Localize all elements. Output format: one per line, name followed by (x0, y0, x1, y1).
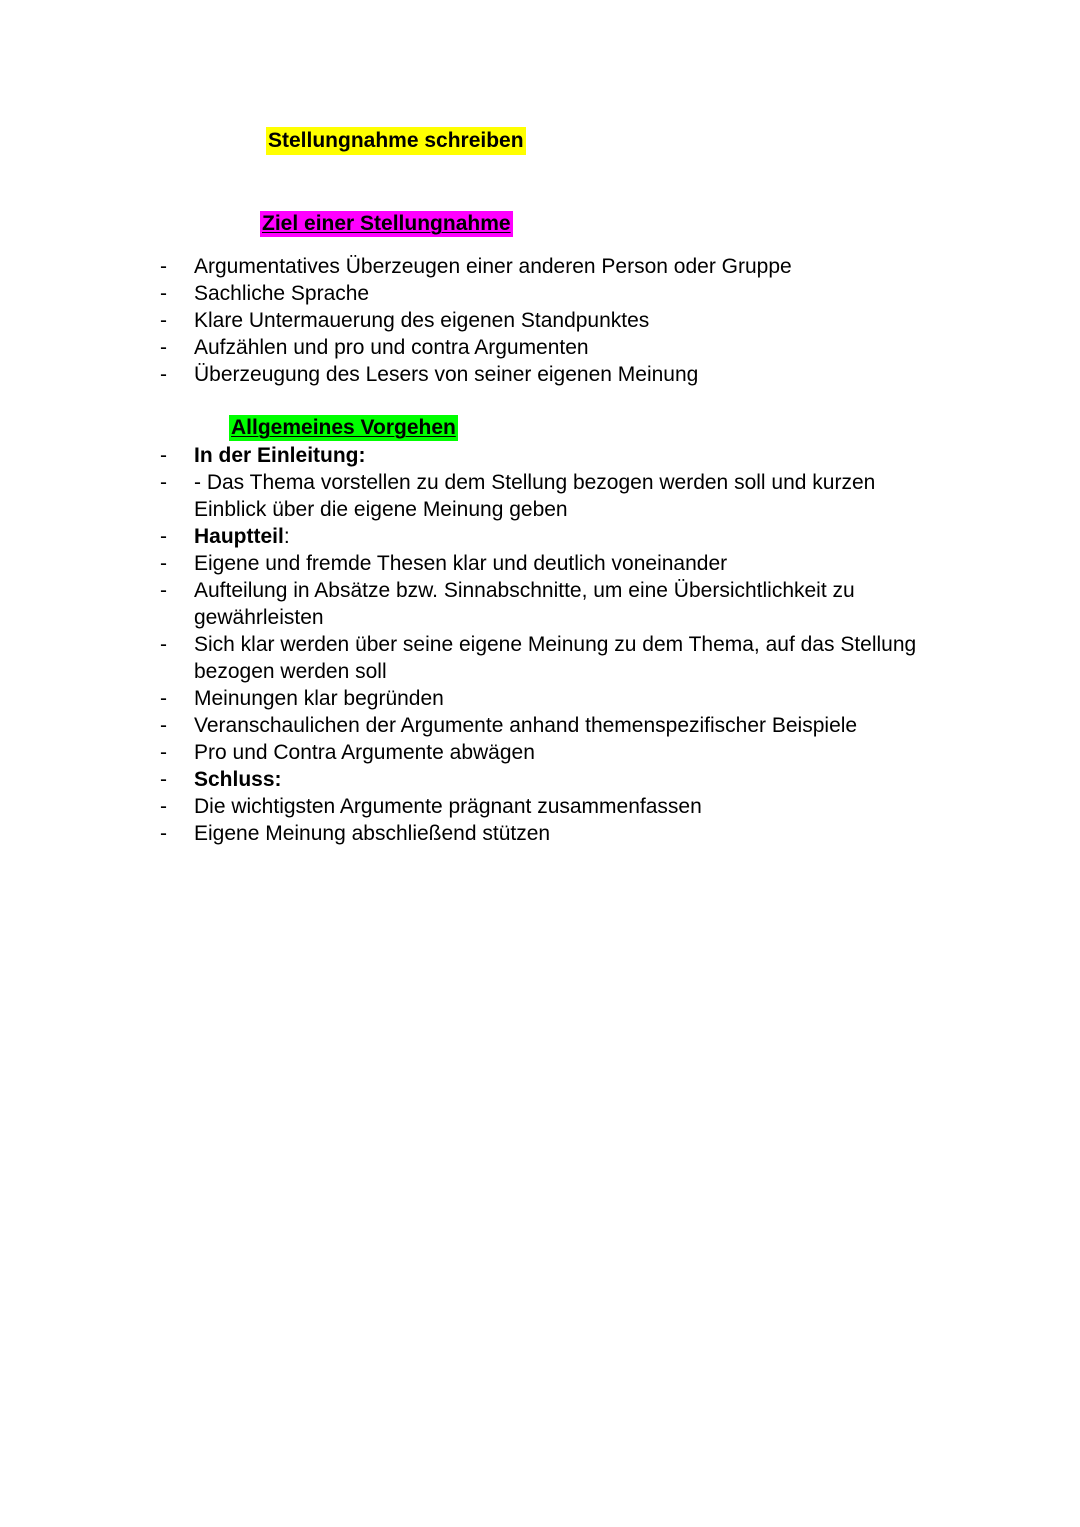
bullet-dash: - (160, 579, 167, 602)
list-item (0, 334, 1080, 361)
bullet-dash: - (160, 363, 167, 386)
list-item (0, 685, 1080, 712)
section-heading-ziel: Ziel einer Stellungnahme (262, 212, 511, 235)
bullet-dash: - (160, 687, 167, 710)
list-item (0, 361, 1080, 388)
list-item (0, 307, 1080, 334)
bullet-dash: - (160, 822, 167, 845)
list-item-text: Sich klar werden über seine eigene Meinung zu dem Thema, auf das Stellung bezogen werden soll (194, 633, 917, 683)
bullet-dash: - (160, 282, 167, 305)
bullet-dash: - (160, 795, 167, 818)
bullet-dash: - (160, 633, 167, 656)
subheading-hauptteil: Hauptteil (194, 525, 284, 548)
list-item (0, 523, 1080, 550)
bullet-dash: - (160, 444, 167, 467)
bullet-dash: - (160, 309, 167, 332)
list-item-text: - Das Thema vorstellen zu dem Stellung bezogen werden soll und kurzen Einblick über die eigene Meinung geben (194, 471, 876, 521)
list-item-text: Klare Untermauerung des eigenen Standpunktes (194, 309, 650, 332)
list-item (0, 442, 1080, 469)
subheading-schluss: Schluss: (194, 768, 282, 791)
list-item-text: Eigene Meinung abschließend stützen (194, 822, 551, 845)
list-item (0, 631, 1080, 685)
bullet-dash: - (160, 255, 167, 278)
list-item-text: Die wichtigsten Argumente prägnant zusammenfassen (194, 795, 702, 818)
bullet-dash: - (160, 768, 167, 791)
hauptteil-colon: : (283, 525, 290, 548)
list-item-text: Argumentatives Überzeugen einer anderen Person oder Gruppe (194, 255, 792, 278)
ziel-list (0, 253, 1080, 388)
list-item-text: Veranschaulichen der Argumente anhand themenspezifischer Beispiele (194, 714, 858, 737)
list-item-text: Aufzählen und pro und contra Argumenten (194, 336, 589, 359)
bullet-dash: - (160, 471, 167, 494)
vorgehen-list (0, 442, 1080, 847)
bullet-dash: - (160, 714, 167, 737)
document-title: Stellungnahme schreiben (266, 127, 526, 155)
list-item (0, 280, 1080, 307)
bullet-dash: - (160, 552, 167, 575)
subheading-einleitung: In der Einleitung: (194, 444, 366, 467)
list-item (0, 577, 1080, 631)
list-item (0, 766, 1080, 793)
list-item-text: Pro und Contra Argumente abwägen (194, 741, 535, 764)
bullet-dash: - (160, 741, 167, 764)
list-item (0, 469, 1080, 523)
list-item-text: Aufteilung in Absätze bzw. Sinnabschnitte, um eine Übersichtlichkeit zu gewährleisten (194, 579, 855, 629)
list-item (0, 253, 1080, 280)
list-item (0, 712, 1080, 739)
list-item (0, 820, 1080, 847)
list-item-text: Eigene und fremde Thesen klar und deutlich voneinander (194, 552, 728, 575)
list-item (0, 550, 1080, 577)
list-item (0, 739, 1080, 766)
list-item-text: Sachliche Sprache (194, 282, 370, 305)
list-item-text: Meinungen klar begründen (194, 687, 444, 710)
list-item-text: Überzeugung des Lesers von seiner eigenen Meinung (194, 363, 699, 386)
section-heading-vorgehen: Allgemeines Vorgehen (231, 416, 456, 439)
bullet-dash: - (160, 525, 167, 548)
bullet-dash: - (160, 336, 167, 359)
list-item (0, 793, 1080, 820)
